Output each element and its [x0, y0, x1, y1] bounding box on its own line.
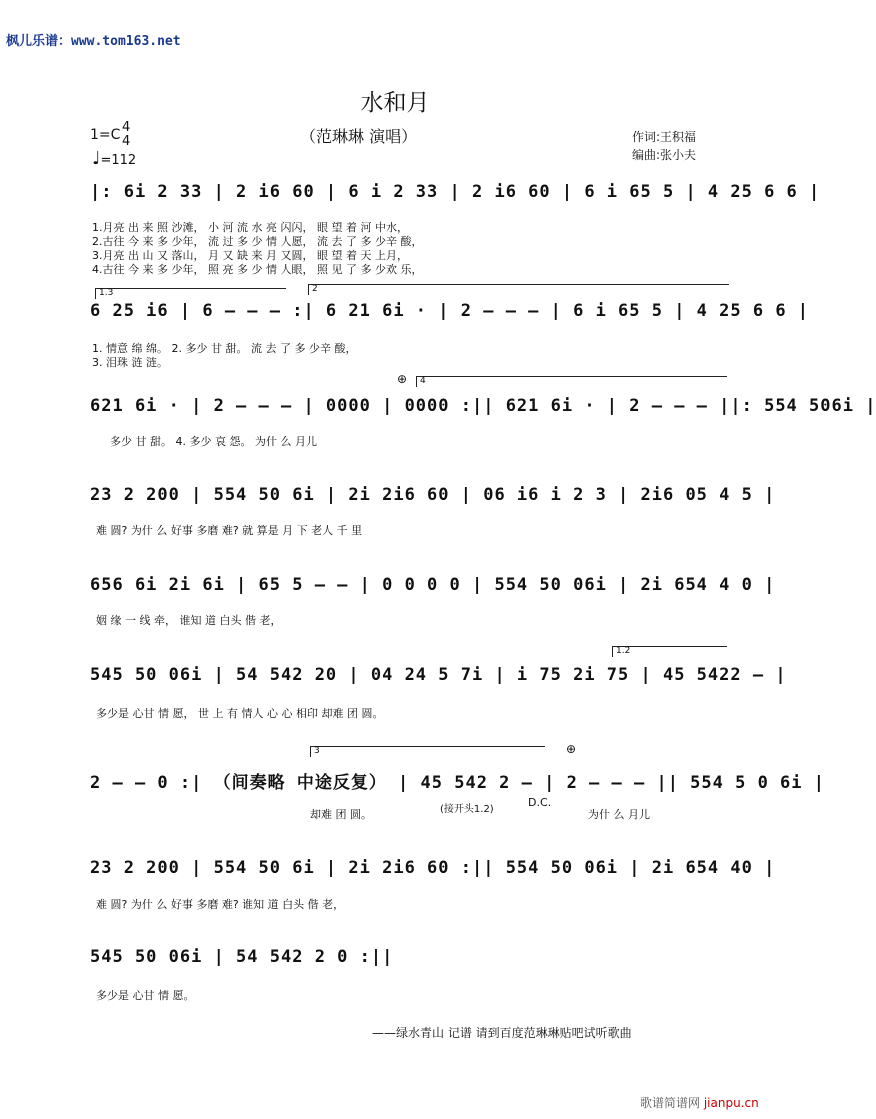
staff-row-4: 23 2 200 | 554 50 6i | 2i 2i6 60 | 06 i6 i 2 3 | 2i6 05 4 5 | [90, 485, 776, 505]
dc-marking: D.C. [528, 796, 552, 809]
lyricist: 作词:王积福 [632, 130, 697, 144]
coda-icon-2: ⊕ [566, 742, 577, 756]
lyric-row-3: 多少 甘 甜。 4. 多少 哀 怨。 为什 么 月儿 [110, 435, 317, 448]
watermark [640, 1094, 759, 1111]
lyric-row-7-right: 为什 么 月儿 [588, 808, 650, 821]
lyric-row-4: 难 圆? 为什 么 好事 多磨 难? 就 算是 月 下 老人 千 里 [96, 524, 363, 537]
time-sig-bottom: 4 [122, 134, 131, 149]
lyric-row-2b: 3. 泪珠 涟 涟。 [92, 356, 168, 369]
coda-icon: ⊕ [397, 372, 408, 386]
staff-row-2: 6 25 i6 | 6 — — — :| 6 21 6i · | 2 — — — | 6 i 65 5 | 4 25 6 6 | [90, 301, 810, 321]
quarter-note-icon: ♩ [92, 148, 101, 169]
lyric-row-6: 多少是 心甘 情 愿， 世 上 有 情人 心 心 相印 却难 团 圆。 [96, 707, 384, 720]
song-subtitle: （范琳琳 演唱） [300, 127, 418, 146]
staff-row-9: 545 50 06i | 54 542 2 0 :|| [90, 947, 394, 967]
song-title: 水和月 [360, 90, 430, 116]
lyric-verse-4: 4.古往 今 来 多 少年， 照 亮 多 少 情 人眼， 照 见 了 多 少欢 乐， [92, 263, 423, 276]
volta-2: 2 [308, 284, 729, 295]
lyric-row-9: 多少是 心甘 情 愿。 [96, 989, 195, 1002]
volta-1-3: 1.3 [95, 288, 286, 299]
composer: 编曲:张小夫 [632, 148, 697, 162]
site-header: 枫儿乐谱：www.tom163.net [6, 34, 181, 49]
lyric-row-7: 却难 团 圆。 [310, 808, 372, 821]
tempo-value: =112 [100, 153, 137, 168]
staff-row-7: 2 — — 0 :| （间奏略 中途反复） | 45 542 2 — | 2 — — — || 554 5 0 6i | [90, 773, 825, 793]
transcriber-footer: ——绿水青山 记谱 请到百度范琳琳贴吧试听歌曲 [372, 1026, 632, 1040]
repeat-instruction: (接开头1.2) [440, 804, 494, 815]
staff-row-8: 23 2 200 | 554 50 6i | 2i 2i6 60 :|| 554 50 06i | 2i 654 40 | [90, 858, 776, 878]
volta-3: 3 [310, 746, 545, 757]
staff-row-5: 656 6i 2i 6i | 65 5 — — | 0 0 0 0 | 554 50 06i | 2i 654 4 0 | [90, 575, 776, 595]
staff-row-1: |: 6i 2 33 | 2 i6 60 | 6 i 2 33 | 2 i6 60 | 6 i 65 5 | 4 25 6 6 | [90, 182, 821, 202]
time-sig-top: 4 [122, 120, 131, 135]
watermark-url: jianpu.cn [703, 1096, 759, 1110]
volta-4: 4 [416, 376, 727, 387]
tempo-marking [92, 148, 136, 169]
lyric-row-8: 难 圆? 为什 么 好事 多磨 难? 谁知 道 白头 偕 老， [96, 898, 345, 911]
lyric-verse-2: 2.古往 今 来 多 少年， 流 过 多 少 情 人愿， 流 去 了 多 少辛 酸， [92, 235, 423, 248]
staff-row-3: 621 6i · | 2 — — — | 0000 | 0000 :|| 621 6i · | 2 — — — ||: 554 506i | [90, 396, 876, 416]
lyric-verse-1: 1.月亮 出 来 照 沙滩， 小 河 流 水 亮 闪闪， 眼 望 着 河 中水， [92, 221, 408, 234]
staff-row-6: 545 50 06i | 54 542 20 | 04 24 5 7i | i 75 2i 75 | 45 5422 — | [90, 665, 787, 685]
time-signature [122, 121, 130, 149]
key-signature: 1=C [90, 127, 121, 143]
watermark-text: 歌谱简谱网 [640, 1096, 701, 1110]
lyric-verse-3: 3.月亮 出 山 又 落山， 月 又 缺 来 月 又圆， 眼 望 着 天 上月， [92, 249, 408, 262]
lyric-row-2a: 1. 情意 绵 绵。 2. 多少 甘 甜。 流 去 了 多 少辛 酸， [92, 342, 357, 355]
volta-1-2: 1.2 [612, 646, 727, 657]
lyric-row-5: 姻 缘 一 线 牵， 谁知 道 白头 偕 老， [96, 614, 282, 627]
